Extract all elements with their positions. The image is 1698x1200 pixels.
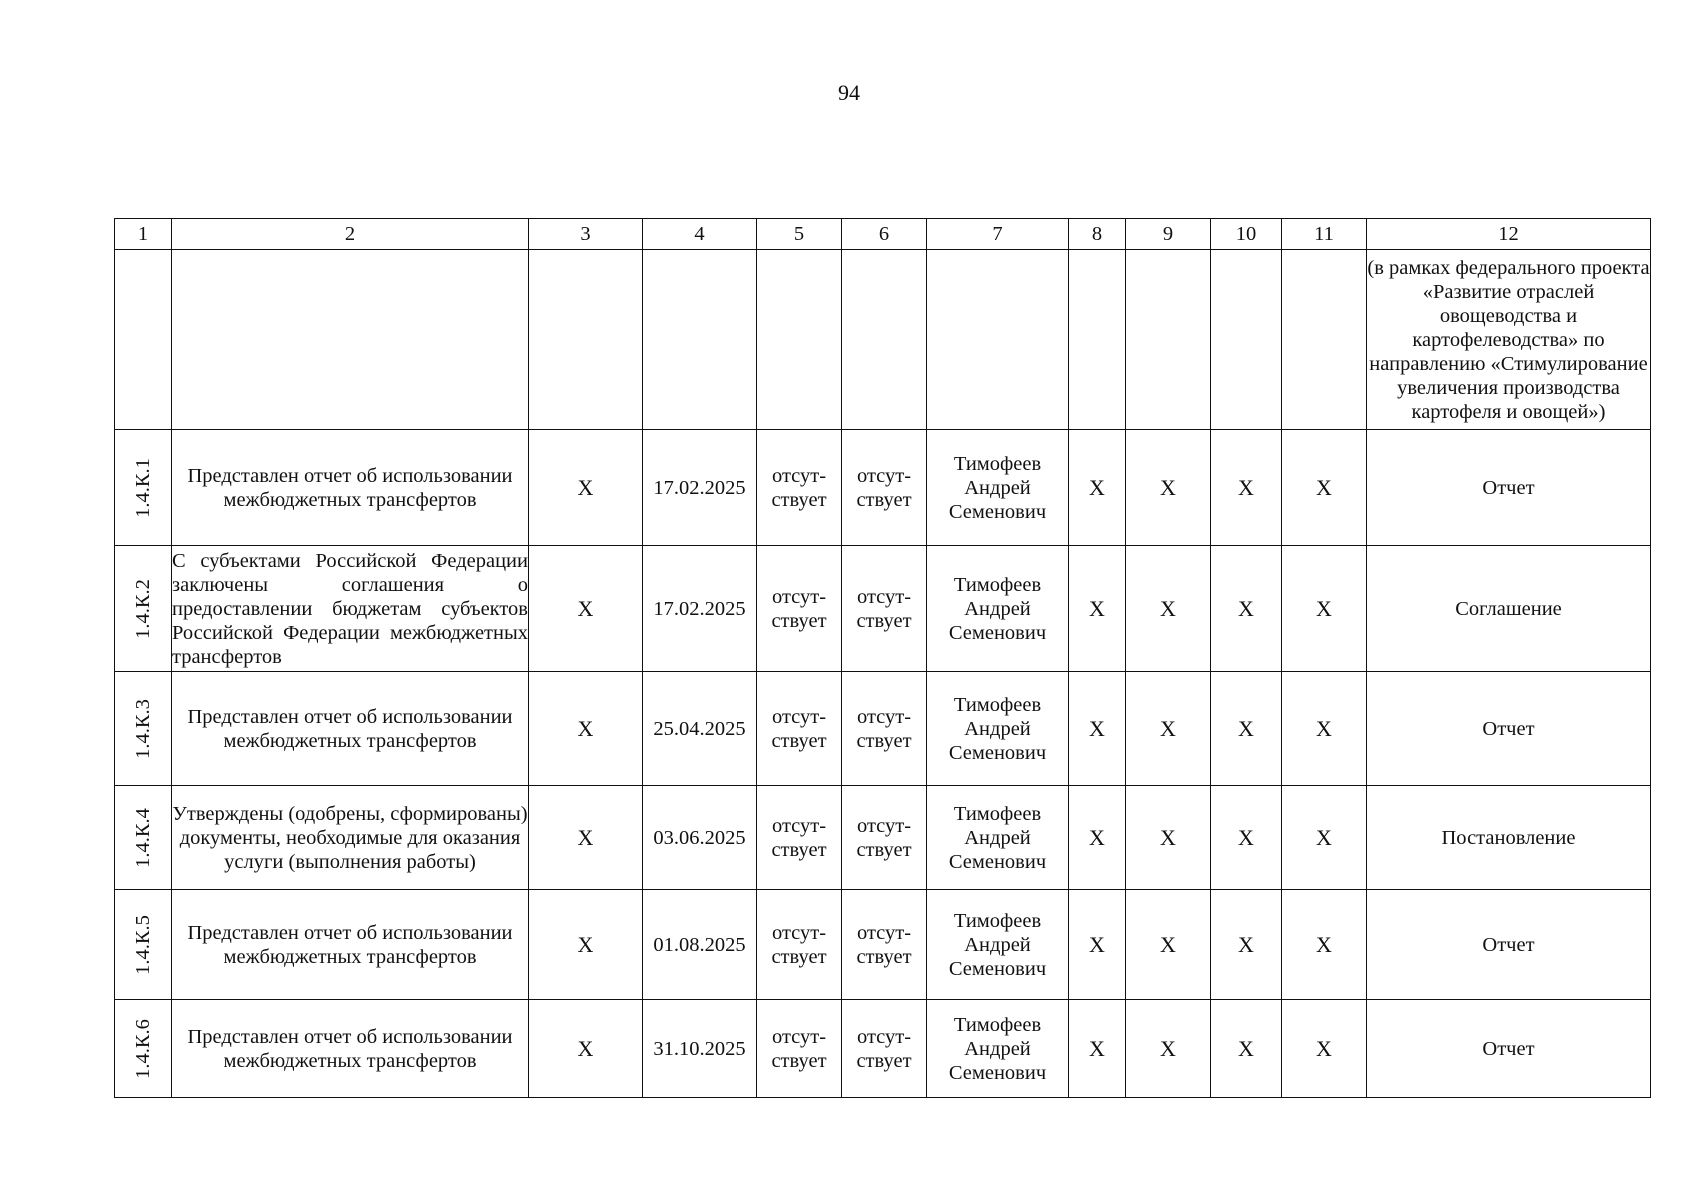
empty-cell: [842, 250, 927, 430]
control-point-description: Представлен отчет об использовании межбюджетных трансфертов: [172, 1000, 529, 1098]
absent-value: отсут-ствует: [757, 672, 842, 786]
code-text: 1.4.К.4: [132, 807, 154, 868]
x-mark: X: [1126, 890, 1211, 1000]
x-mark: X: [1211, 430, 1282, 546]
x-mark: X: [529, 430, 643, 546]
x-mark: X: [1069, 430, 1126, 546]
column-header: 9: [1126, 219, 1211, 250]
column-header: 1: [115, 219, 172, 250]
control-point-description: Представлен отчет об использовании межбюджетных трансфертов: [172, 890, 529, 1000]
x-mark: X: [1126, 1000, 1211, 1098]
control-point-code: [115, 672, 172, 786]
x-mark: X: [1282, 786, 1367, 890]
table-row: [115, 546, 1651, 672]
absent-value: отсут-ствует: [842, 890, 927, 1000]
x-mark: X: [1069, 546, 1126, 672]
deadline-date: 01.08.2025: [643, 890, 757, 1000]
result-document: Отчет: [1367, 1000, 1651, 1098]
absent-value: отсут-ствует: [757, 430, 842, 546]
x-mark: X: [1211, 786, 1282, 890]
absent-value: отсут-ствует: [842, 786, 927, 890]
x-mark: X: [1282, 546, 1367, 672]
responsible-person: Тимофеев Андрей Семенович: [927, 1000, 1069, 1098]
table-row: [115, 672, 1651, 786]
table-row: [115, 430, 1651, 546]
table-row: [115, 890, 1651, 1000]
x-mark: X: [1069, 890, 1126, 1000]
empty-cell: [529, 250, 643, 430]
x-mark: X: [1282, 430, 1367, 546]
control-point-description: Представлен отчет об использовании межбюджетных трансфертов: [172, 430, 529, 546]
column-header: 6: [842, 219, 927, 250]
column-header: 12: [1367, 219, 1651, 250]
table-row: [115, 786, 1651, 890]
x-mark: X: [529, 546, 643, 672]
control-points-table: [114, 218, 1651, 1098]
absent-value: отсут-ствует: [842, 1000, 927, 1098]
x-mark: X: [1211, 1000, 1282, 1098]
deadline-date: 17.02.2025: [643, 430, 757, 546]
x-mark: X: [529, 1000, 643, 1098]
x-mark: X: [1211, 546, 1282, 672]
absent-value: отсут-ствует: [842, 546, 927, 672]
control-point-code: [115, 786, 172, 890]
x-mark: X: [1211, 890, 1282, 1000]
result-document: Отчет: [1367, 672, 1651, 786]
control-point-code: [115, 430, 172, 546]
absent-value: отсут-ствует: [842, 672, 927, 786]
result-document: Постановление: [1367, 786, 1651, 890]
column-header: 10: [1211, 219, 1282, 250]
x-mark: X: [1282, 1000, 1367, 1098]
result-document: Отчет: [1367, 430, 1651, 546]
column-header: 8: [1069, 219, 1126, 250]
code-text: 1.4.К.5: [132, 914, 154, 975]
code-text: 1.4.К.3: [132, 698, 154, 759]
deadline-date: 25.04.2025: [643, 672, 757, 786]
x-mark: X: [529, 786, 643, 890]
deadline-date: 03.06.2025: [643, 786, 757, 890]
absent-value: отсут-ствует: [757, 786, 842, 890]
x-mark: X: [1126, 430, 1211, 546]
control-point-description: С субъектами Российской Федерации заключены соглашения о предоставлении бюджетам субъектов Российской Федерации межбюджетных трансфертов: [172, 546, 529, 672]
table-row: [115, 1000, 1651, 1098]
absent-value: отсут-ствует: [757, 890, 842, 1000]
x-mark: X: [529, 672, 643, 786]
column-header: 11: [1282, 219, 1367, 250]
x-mark: X: [1211, 672, 1282, 786]
control-point-description: Утверждены (одобрены, сформированы) документы, необходимые для оказания услуги (выполнения работы): [172, 786, 529, 890]
empty-cell: [172, 250, 529, 430]
column-header: 5: [757, 219, 842, 250]
continuation-row: [115, 250, 1651, 430]
empty-cell: [1126, 250, 1211, 430]
x-mark: X: [1126, 546, 1211, 672]
x-mark: X: [1126, 786, 1211, 890]
column-number-row: [115, 219, 1651, 250]
control-point-code: [115, 890, 172, 1000]
code-text: 1.4.К.2: [132, 578, 154, 639]
control-point-description: Представлен отчет об использовании межбюджетных трансфертов: [172, 672, 529, 786]
column-header: 7: [927, 219, 1069, 250]
responsible-person: Тимофеев Андрей Семенович: [927, 546, 1069, 672]
x-mark: X: [529, 890, 643, 1000]
x-mark: X: [1069, 672, 1126, 786]
x-mark: X: [1282, 890, 1367, 1000]
absent-value: отсут-ствует: [757, 546, 842, 672]
x-mark: X: [1282, 672, 1367, 786]
code-text: 1.4.К.1: [132, 457, 154, 518]
control-point-code: [115, 1000, 172, 1098]
control-point-code: [115, 546, 172, 672]
result-document: Соглашение: [1367, 546, 1651, 672]
column-header: 4: [643, 219, 757, 250]
deadline-date: 31.10.2025: [643, 1000, 757, 1098]
code-text: 1.4.К.6: [132, 1018, 154, 1079]
empty-cell: [757, 250, 842, 430]
responsible-person: Тимофеев Андрей Семенович: [927, 430, 1069, 546]
project-note-cell: (в рамках федерального проекта «Развитие отраслей овощеводства и картофелеводства» по направлению «Стимулирование увеличения производства картофеля и овощей»): [1367, 250, 1651, 430]
responsible-person: Тимофеев Андрей Семенович: [927, 786, 1069, 890]
page-number: 94: [838, 80, 860, 105]
empty-cell: [1069, 250, 1126, 430]
x-mark: X: [1126, 672, 1211, 786]
column-header: 2: [172, 219, 529, 250]
deadline-date: 17.02.2025: [643, 546, 757, 672]
empty-cell: [643, 250, 757, 430]
responsible-person: Тимофеев Андрей Семенович: [927, 672, 1069, 786]
x-mark: X: [1069, 1000, 1126, 1098]
empty-cell: [1282, 250, 1367, 430]
result-document: Отчет: [1367, 890, 1651, 1000]
responsible-person: Тимофеев Андрей Семенович: [927, 890, 1069, 1000]
column-header: 3: [529, 219, 643, 250]
empty-cell: [115, 250, 172, 430]
x-mark: X: [1069, 786, 1126, 890]
empty-cell: [927, 250, 1069, 430]
empty-cell: [1211, 250, 1282, 430]
absent-value: отсут-ствует: [757, 1000, 842, 1098]
absent-value: отсут-ствует: [842, 430, 927, 546]
